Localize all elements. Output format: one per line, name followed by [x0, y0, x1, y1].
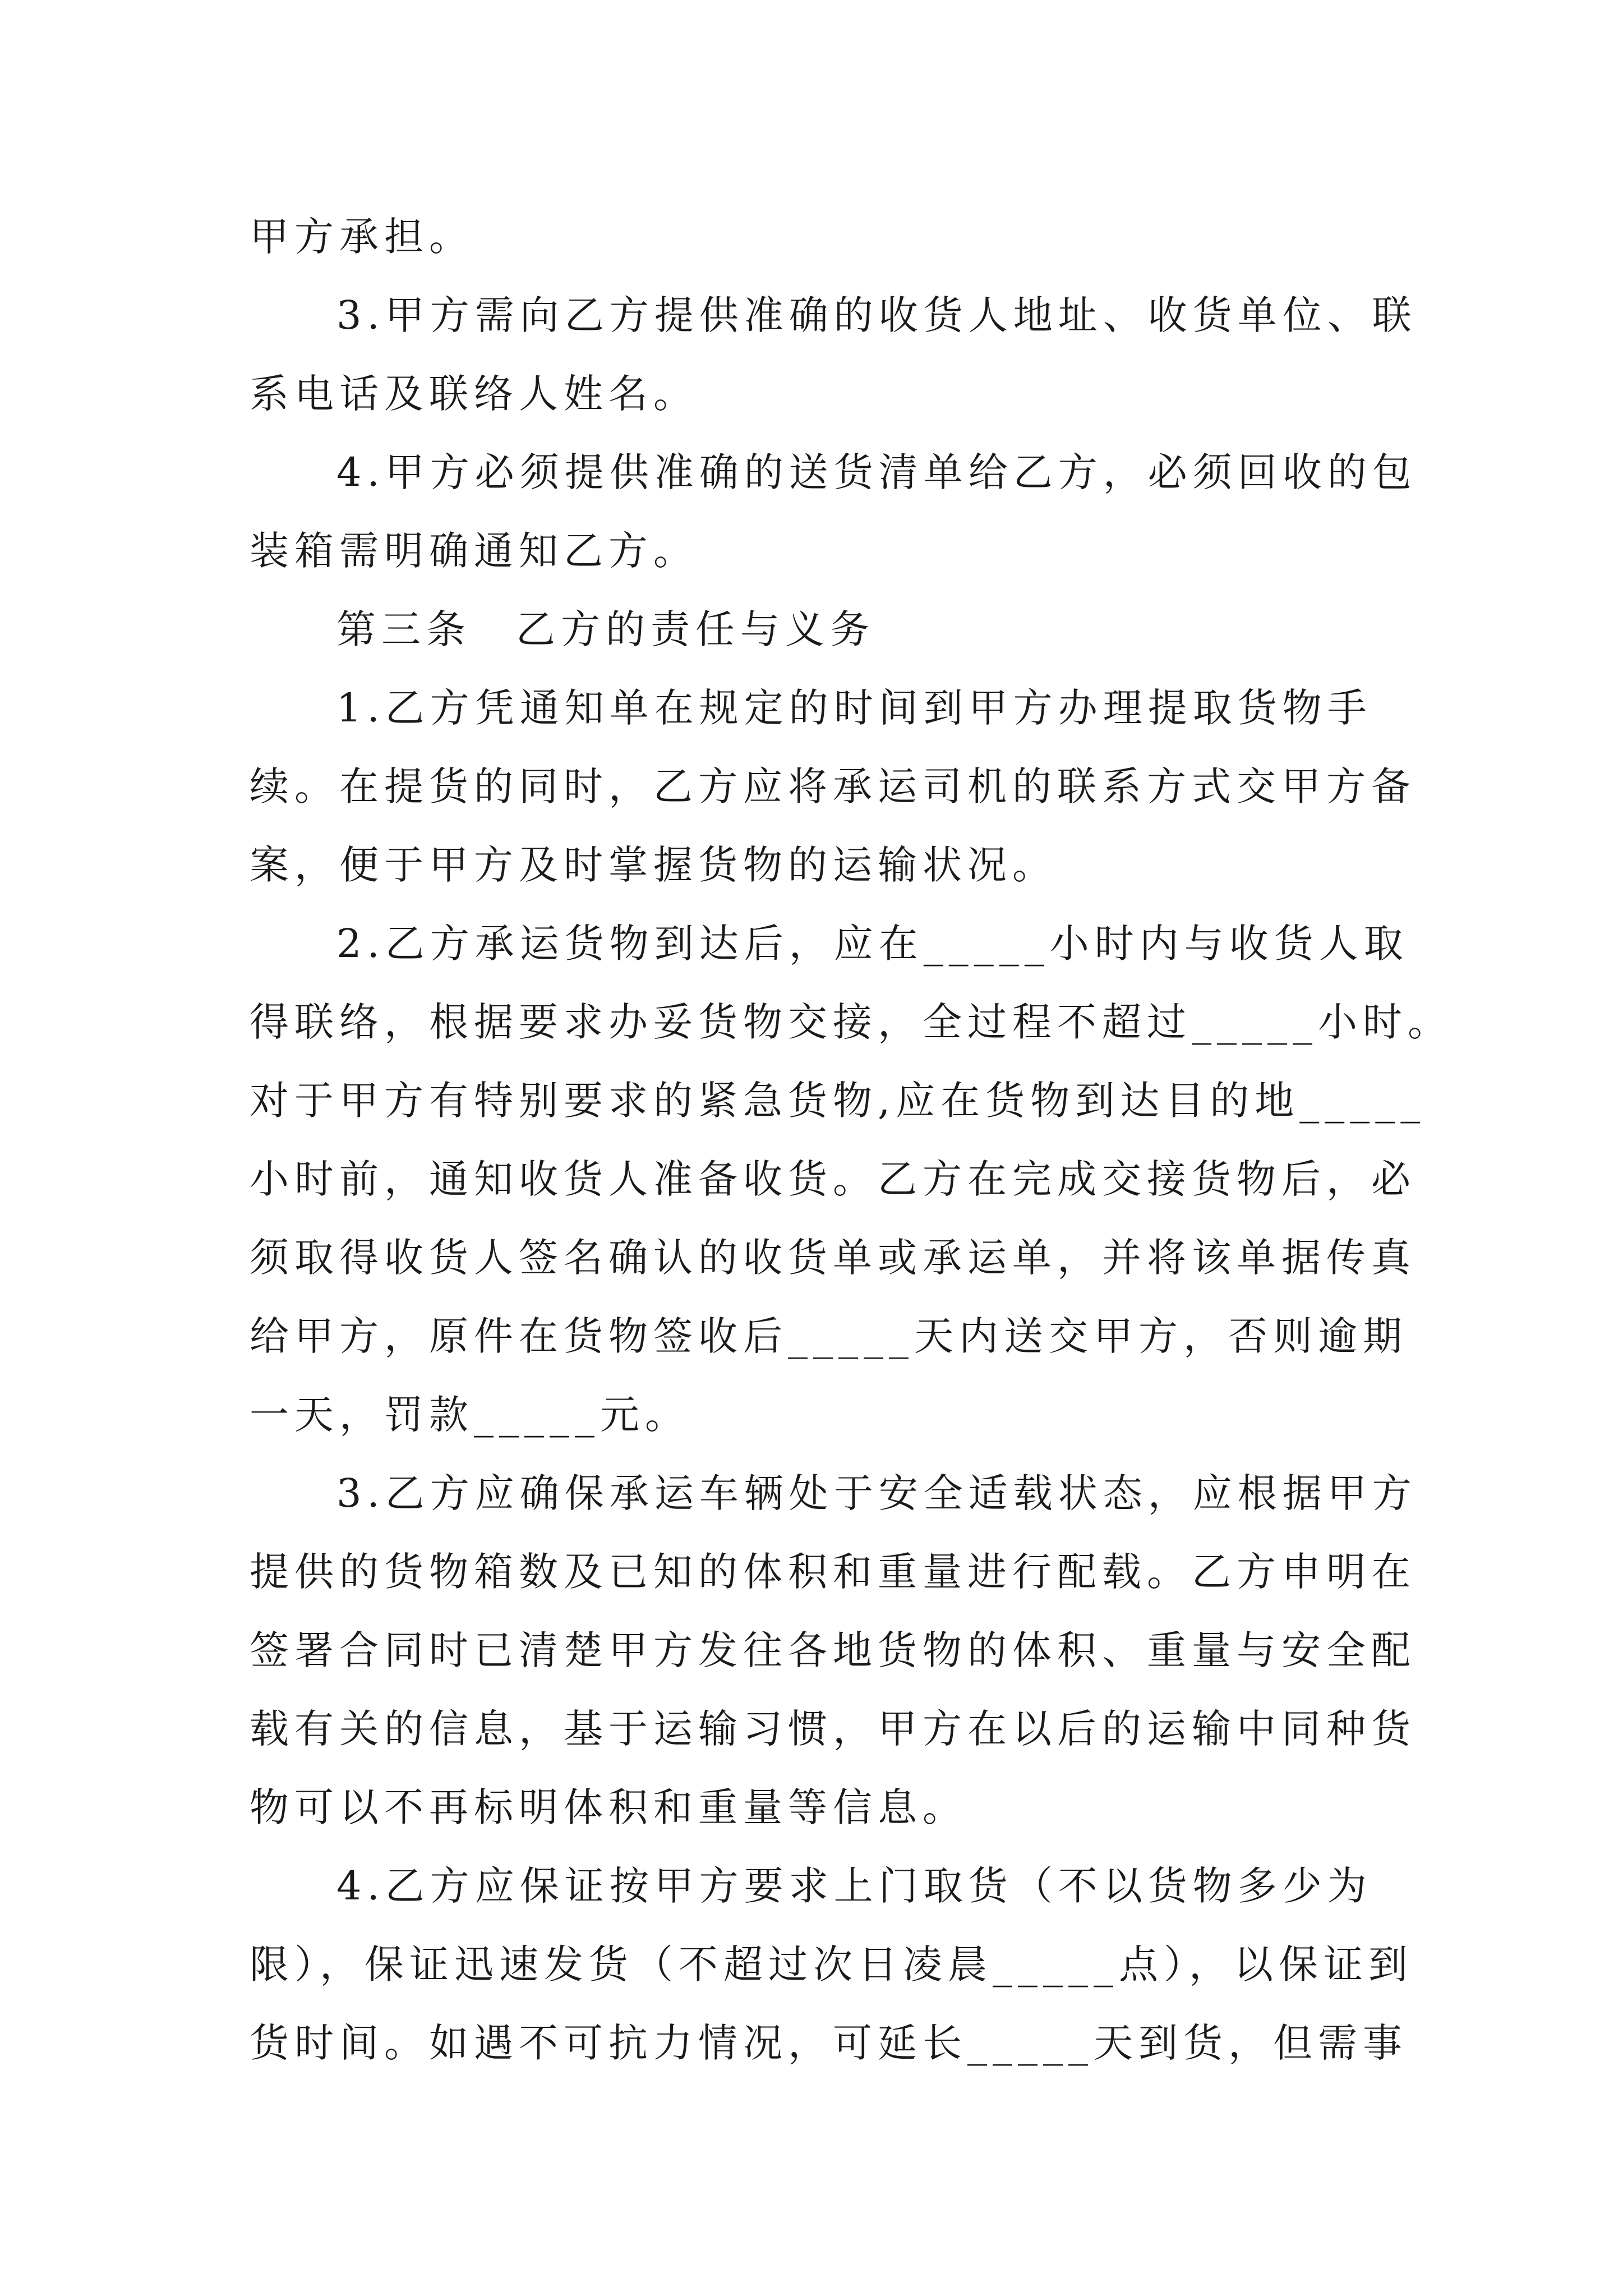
text-line: 限），保证迅速发货（不超过次日凌晨_____点），以保证到: [250, 1941, 1413, 1987]
text-line: 须取得收货人签名确认的收货单或承运单，并将该单据传真: [250, 1235, 1416, 1281]
clause-paragraph-start: 3.甲方需向乙方提供准确的收货人地址、收货单位、联: [336, 292, 1417, 338]
text-line: 续。在提货的同时，乙方应将承运司机的联系方式交甲方备: [250, 763, 1416, 809]
text-line: 甲方承担。: [250, 214, 474, 260]
clause-paragraph-start: 3.乙方应确保承运车辆处于安全适载状态，应根据甲方: [336, 1470, 1417, 1516]
text-line: 给甲方，原件在货物签收后_____天内送交甲方，否则逾期: [250, 1313, 1408, 1359]
text-line: 货时间。如遇不可抗力情况，可延长_____天到货，但需事: [250, 2020, 1408, 2066]
clause-paragraph-start: 1.乙方凭通知单在规定的时间到甲方办理提取货物手: [336, 685, 1372, 731]
text-line: 装箱需明确通知乙方。: [250, 528, 698, 574]
text-line: 一天，罚款_____元。: [250, 1392, 690, 1438]
text-line: 签署合同时已清楚甲方发往各地货物的体积、重量与安全配: [250, 1627, 1416, 1673]
text-line: 提供的货物箱数及已知的体积和重量进行配载。乙方申明在: [250, 1549, 1416, 1595]
clause-paragraph-start: 4.甲方必须提供准确的送货清单给乙方，必须回收的包: [336, 449, 1417, 495]
text-line: 载有关的信息，基于运输习惯，甲方在以后的运输中同种货: [250, 1706, 1416, 1752]
clause-paragraph-start: 2.乙方承运货物到达后，应在_____小时内与收货人取: [336, 921, 1409, 967]
text-line: 案，便于甲方及时掌握货物的运输状况。: [250, 842, 1057, 888]
text-line: 对于甲方有特别要求的紧急货物,应在货物到达目的地_____: [250, 1078, 1426, 1124]
text-line: 得联络，根据要求办妥货物交接，全过程不超过_____小时。: [250, 999, 1453, 1045]
text-line: 小时前，通知收货人准备收货。乙方在完成交接货物后，必: [250, 1156, 1416, 1202]
clause-paragraph-start: 4.乙方应保证按甲方要求上门取货（不以货物多少为: [336, 1863, 1372, 1909]
text-line: 系电话及联络人姓名。: [250, 371, 698, 417]
text-line: 物可以不再标明体积和重量等信息。: [250, 1784, 967, 1830]
article-heading: 第三条 乙方的责任与义务: [336, 606, 875, 652]
